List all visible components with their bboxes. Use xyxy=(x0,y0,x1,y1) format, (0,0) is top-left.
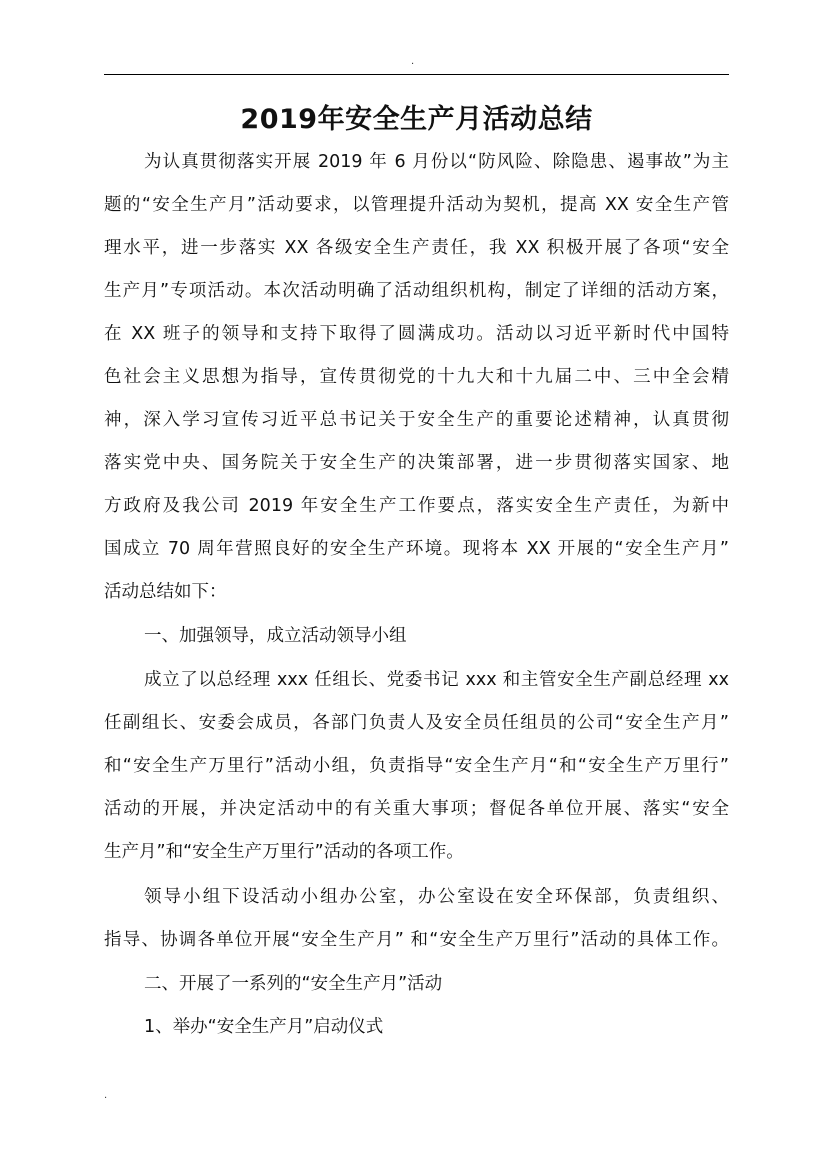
paragraph-line: 为认真贯彻落实开展 2019 年 6 月份以“防风险、除隐患、遏事故”为主 xyxy=(144,152,729,172)
paragraph-line: 和“安全生产万里行”活动小组，负责指导“安全生产月“和“安全生产万里行” xyxy=(104,756,729,776)
paragraph-line: 理水平，进一步落实 XX 各级安全生产责任，我 XX 积极开展了各项“安全 xyxy=(104,238,729,258)
section-heading: 二、开展了一系列的“安全生产月”活动 xyxy=(144,974,443,994)
paragraph-line: 指导、协调各单位开展“安全生产月” 和“安全生产万里行”活动的具体工作。 xyxy=(104,930,729,950)
header-rule xyxy=(104,74,729,75)
paragraph-line: 国成立 70 周年营照良好的安全生产环境。现将本 XX 开展的“安全生产月” xyxy=(104,539,729,559)
paragraph-line: 神，深入学习宣传习近平总书记关于安全生产的重要论述精神，认真贯彻 xyxy=(104,410,729,430)
paragraph-line: 方政府及我公司 2019 年安全生产工作要点，落实安全生产责任，为新中 xyxy=(104,496,729,516)
page-footer-mark: . xyxy=(104,1090,108,1101)
document-title: 2019年安全生产月活动总结 xyxy=(240,104,593,135)
paragraph-line: 落实党中央、国务院关于安全生产的决策部署，进一步贯彻落实国家、地 xyxy=(104,453,729,473)
section-heading: 一、加强领导，成立活动领导小组 xyxy=(144,626,407,646)
paragraph-line: 任副组长、安委会成员，各部门负责人及安全员任组员的公司“安全生产月” xyxy=(104,713,729,733)
paragraph-line: 成立了以总经理 xxx 任组长、党委书记 xxx 和主管安全生产副总经理 xx xyxy=(144,670,729,690)
page-header-mark: . xyxy=(411,56,415,67)
paragraph-line: 色社会主义思想为指导，宣传贯彻党的十九大和十九届二中、三中全会精 xyxy=(104,367,729,387)
paragraph-line: 生产月”专项活动。本次活动明确了活动组织机构，制定了详细的活动方案， xyxy=(104,281,729,301)
paragraph-line: 领导小组下设活动小组办公室，办公室设在安全环保部，负责组织、 xyxy=(144,887,729,907)
subsection-heading: 1、举办“安全生产月”启动仪式 xyxy=(144,1017,384,1037)
paragraph-line: 在 XX 班子的领导和支持下取得了圆满成功。活动以习近平新时代中国特 xyxy=(104,324,729,344)
paragraph-line: 题的“安全生产月”活动要求，以管理提升活动为契机，提高 XX 安全生产管 xyxy=(104,195,729,215)
paragraph-line: 生产月”和“安全生产万里行”活动的各项工作。 xyxy=(104,842,464,862)
paragraph-line: 活动总结如下： xyxy=(104,582,227,602)
paragraph-line: 活动的开展，并决定活动中的有关重大事项；督促各单位开展、落实“安全 xyxy=(104,799,729,819)
